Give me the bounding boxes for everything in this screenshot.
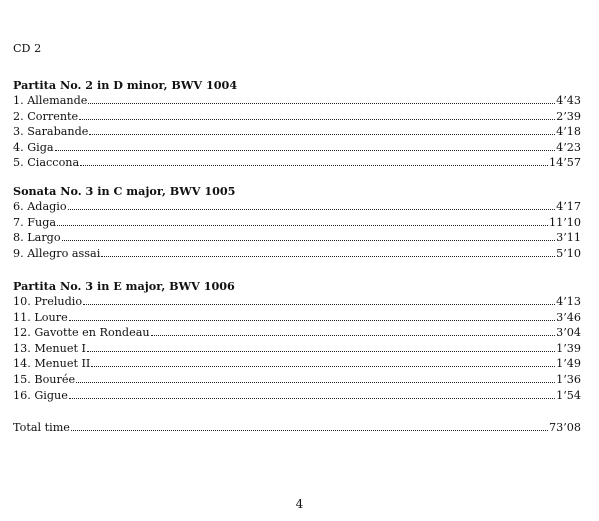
dot-leader <box>55 150 556 151</box>
track-row <box>13 124 581 140</box>
track-time: 4’18 <box>556 125 581 139</box>
track-time: 1’54 <box>556 388 581 402</box>
dot-leader <box>62 240 556 241</box>
dot-leader <box>151 335 555 336</box>
track-row <box>13 155 581 171</box>
track-time: 4’43 <box>556 94 581 107</box>
track-row <box>13 246 581 262</box>
dot-leader <box>83 304 555 305</box>
track-title: 11. Loure <box>13 310 68 324</box>
track-title: 10. Preludio <box>13 295 83 308</box>
section-heading: Partita No. 3 in E major, BWV 1006 <box>13 279 235 293</box>
total-time: 73’08 <box>548 421 581 434</box>
dot-leader <box>80 165 548 166</box>
disc-label: CD 2 <box>13 42 42 55</box>
dot-leader <box>69 398 555 399</box>
dot-leader <box>69 320 555 321</box>
track-time: 4’17 <box>556 200 581 213</box>
section-heading: Sonata No. 3 in C major, BWV 1005 <box>13 184 236 198</box>
track-row <box>13 93 581 109</box>
track-title: 15. Bourée <box>13 372 76 386</box>
track-title: 12. Gavotte en Rondeau <box>13 326 150 340</box>
track-time: 14’57 <box>548 156 581 170</box>
track-title: 6. Adagio <box>13 200 67 213</box>
track-time: 2’39 <box>556 109 581 123</box>
track-title: 4. Giga <box>13 140 54 154</box>
track-row <box>13 215 581 231</box>
track-title: 2. Corrente <box>13 109 79 123</box>
section-sonata-3 <box>13 184 581 261</box>
total-label: Total time <box>13 421 70 434</box>
track-title: 1. Allemande <box>13 94 88 107</box>
track-title: 14. Menuet II <box>13 357 91 371</box>
track-row <box>13 199 581 215</box>
track-title: 13. Menuet I <box>13 341 86 355</box>
track-row <box>13 388 581 404</box>
dot-leader <box>68 209 555 210</box>
track-title: 9. Allegro assai <box>13 246 101 260</box>
track-row <box>13 356 581 372</box>
dot-leader <box>88 103 555 104</box>
track-time: 4’13 <box>556 295 581 308</box>
track-time: 1’49 <box>556 357 581 371</box>
track-time: 11’10 <box>548 215 581 229</box>
dot-leader <box>71 430 548 431</box>
track-time: 3’46 <box>556 310 581 324</box>
track-row <box>13 230 581 246</box>
page-number: 4 <box>295 497 304 511</box>
track-row <box>13 341 581 357</box>
track-title: 16. Gigue <box>13 388 68 402</box>
dot-leader <box>57 225 548 226</box>
dot-leader <box>87 351 555 352</box>
track-title: 7. Fuga <box>13 215 57 229</box>
total-time-row <box>13 420 581 436</box>
section-partita-2 <box>13 78 581 171</box>
track-title: 5. Ciaccona <box>13 156 80 170</box>
track-time: 1’39 <box>556 341 581 355</box>
track-row <box>13 325 581 341</box>
track-time: 4’23 <box>556 140 581 154</box>
track-time: 5’10 <box>556 246 581 260</box>
track-row <box>13 310 581 326</box>
section-partita-3 <box>13 279 581 403</box>
track-title: 3. Sarabande <box>13 125 89 139</box>
track-row <box>13 140 581 156</box>
track-row <box>13 372 581 388</box>
track-time: 3’04 <box>556 326 581 340</box>
track-row <box>13 294 581 310</box>
track-time: 1’36 <box>556 372 581 386</box>
dot-leader <box>101 256 555 257</box>
track-row <box>13 109 581 125</box>
track-title: 8. Largo <box>13 231 61 245</box>
dot-leader <box>89 134 555 135</box>
dot-leader <box>76 382 555 383</box>
section-heading: Partita No. 2 in D minor, BWV 1004 <box>13 78 238 92</box>
track-time: 3’11 <box>556 231 581 245</box>
dot-leader <box>91 366 555 367</box>
dot-leader <box>79 119 555 120</box>
